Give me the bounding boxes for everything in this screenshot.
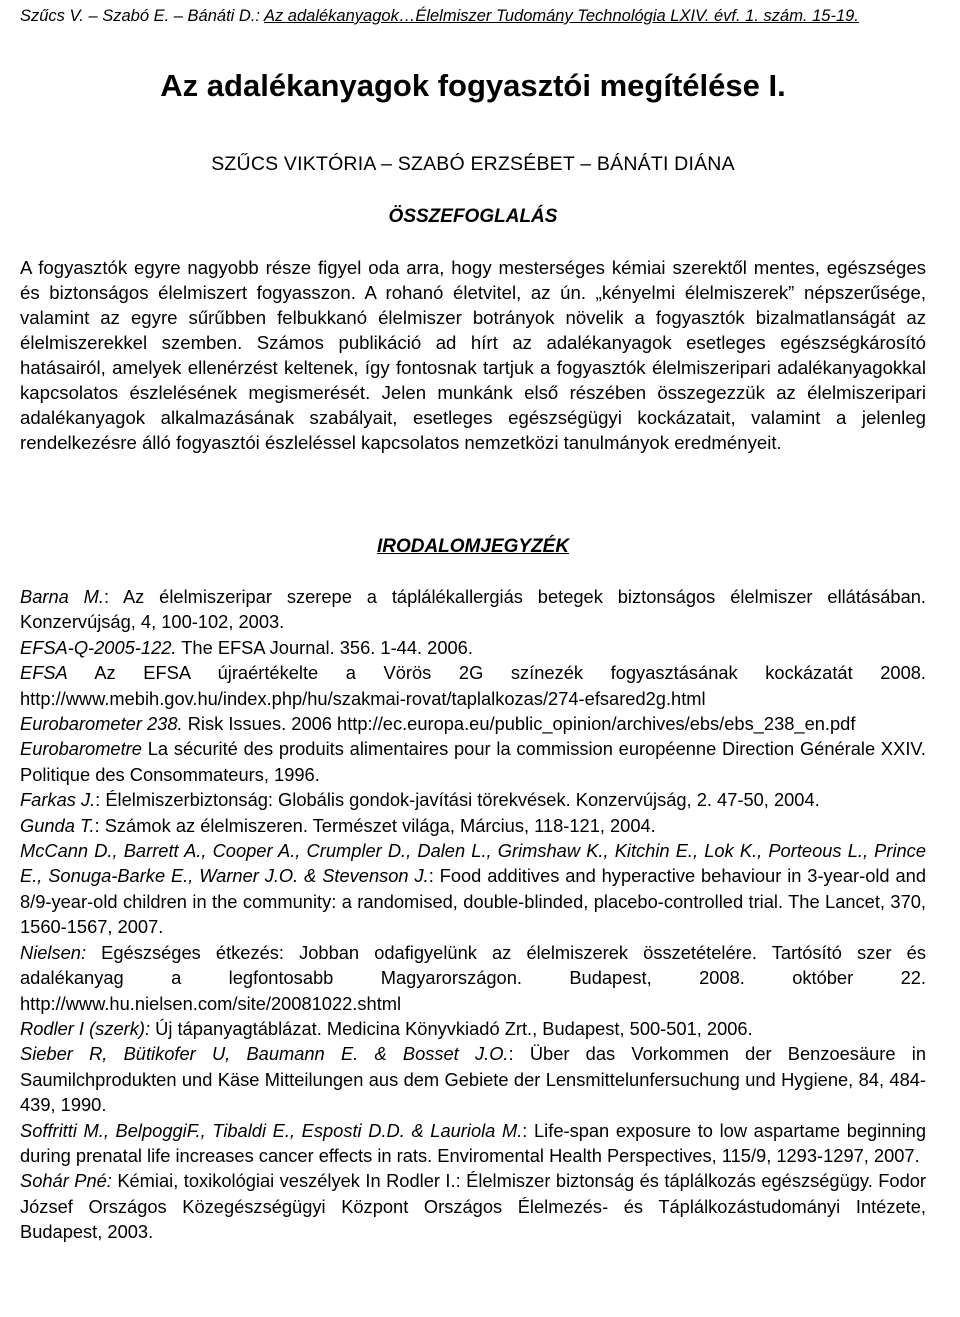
reference-author: Farkas J. [20,789,96,811]
reference-author: Eurobarometre [20,738,142,760]
reference-item [20,736,926,787]
reference-text: Egészséges étkezés: Jobban odafigyelünk az élelmiszerek összetételére. Tartósító szer és adalékanyag a legfontosabb Magyarországon. Budapest, 2008. október 22. http://www.hu.nielsen.com/site/20081022.shtml [20,941,926,1014]
reference-text: The EFSA Journal. 356. 1-44. 2006. [176,636,473,658]
reference-author: Gunda T. [20,814,95,836]
header-citation-source: Az adalékanyagok…Élelmiszer Tudomány Technológia LXIV. évf. 1. szám. 15-19. [263,7,859,25]
reference-item [20,838,926,940]
reference-item [20,813,926,838]
author-list: SZŰCS VIKTÓRIA – SZABÓ ERZSÉBET – BÁNÁTI DIÁNA [211,153,735,175]
reference-text: Az EFSA újraértékelte a Vörös 2G színezék fogyasztásának kockázatát 2008. http://www.mebih.gov.hu/index.php/hu/szakmai-rovat/taplalkozas/274-efsared2g.html [20,662,926,709]
summary-heading: ÖSSZEFOGLALÁS [388,206,558,227]
reference-text: : Über das Vorkommen der Benzoesäure in Saumilchprodukten und Käse Mitteilungen aus dem Gebiete der Lensmittelunfersuchung und Hygiene, 84, 484-439, 1990. [20,1043,926,1116]
reference-item [20,635,926,660]
reference-list [20,584,926,1245]
reference-author: EFSA [20,662,68,684]
reference-text: Kémiai, toxikológiai veszélyek In Rodler I.: Élelmiszer biztonság és táplálkozás egészségügy. Fodor József Országos Közegészségügyi Központ Országos Élelmezés- és Táplálkozástudományi Intézete, Budapest, 2003. [20,1170,927,1243]
reference-text: Risk Issues. 2006 http://ec.europa.eu/public_opinion/archives/ebs/ebs_238_en.pdf [182,713,856,735]
reference-author: Eurobarometer 238. [20,713,183,735]
paper-title: Az adalékanyagok fogyasztói megítélése I. [160,68,786,103]
abstract-text: A fogyasztók egyre nagyobb része figyel oda arra, hogy mesterséges kémiai szerektől mentes, egészséges és biztonságos élelmiszert fogyasszon. A rohanó életvitel, az ún. „kényelmi élelmiszerek” népszerűsége, valamint az egyre sűrűbben felbukkanó élelmiszer botrányok növelik a fogyasztók bizalmatlanságát az élelmiszerekkel szemben. Számos publikáció ad hírt az adalékanyagok esetleges egészségkárosító hatásairól, amelyek ellenérzést keltenek, így fontosnak tartjuk a fogyasztók élelmiszeripari adalékanyagokkal kapcsolatos észlelésének megismerését. Jelen munkánk első részében összegezzük az élelmiszeripari adalékanyagok alkalmazásának szabályait, esetleges egészségügyi kockázatait, valamint a jelenleg rendelkezésre álló fogyasztói észleléssel kapcsolatos nemzetközi tanulmányok eredményeit. [20,257,926,453]
reference-item [20,787,926,812]
reference-item [20,584,926,635]
reference-author: Barna M. [20,586,104,607]
running-header [20,6,926,26]
header-citation-authors: Szűcs V. – Szabó E. – Bánáti D.: [20,7,264,25]
reference-author: McCann D., Barrett A., Cooper A., Crumpler D., Dalen L., Grimshaw K., Kitchin E., Lok K., Porteous L., Prince E., Sonuga-Barke E., Warner J.O. & Stevenson J. [20,840,926,887]
reference-text: : Élelmiszerbiztonság: Globális gondok-javítási törekvések. Konzervújság, 2. 47-50, 2004. [95,789,820,811]
reference-item [20,711,926,736]
reference-item [20,660,926,711]
reference-author: Nielsen: [20,941,87,963]
reference-text: : Számok az élelmiszeren. Természet világa, Március, 118-121, 2004. [94,814,656,836]
reference-text: : Life-span exposure to low aspartame beginning during prenatal life increases cancer effects in rats. Enviromental Health Perspectives, 115/9, 1293-1297, 2007. [20,1119,926,1166]
reference-text: : Az élelmiszeripar szerepe a táplálékallergiás betegek biztonságos élelmiszer ellátásában. Konzervújság, 4, 100-102, 2003. [20,586,926,633]
reference-item [20,1168,926,1244]
reference-text: : Food additives and hyperactive behaviour in 3-year-old and 8/9-year-old children in the community: a randomised, double-blinded, placebo-controlled trial. The Lancet, 370, 1560-1567, 2007. [20,865,926,938]
reference-item [20,940,926,1016]
reference-text: Új tápanyagtáblázat. Medicina Könyvkiadó Zrt., Budapest, 500-501, 2006. [150,1017,753,1039]
reference-author: Sohár Pné: [20,1170,112,1192]
reference-author: Rodler I (szerk): [20,1017,151,1039]
reference-item [20,1118,926,1169]
references-heading: IRODALOMJEGYZÉK [376,536,570,557]
reference-item [20,1041,926,1117]
reference-author: Sieber R, Bütikofer U, Baumann E. & Bosset J.O. [20,1043,509,1065]
reference-author: Soffritti M., BelpoggiF., Tibaldi E., Esposti D.D. & Lauriola M. [20,1119,523,1141]
reference-author: EFSA-Q-2005-122. [20,636,177,658]
reference-item [20,1016,926,1041]
reference-text: La sécurité des produits alimentaires pour la commission européenne Direction Générale XXIV. Politique des Consommateurs, 1996. [20,738,926,785]
